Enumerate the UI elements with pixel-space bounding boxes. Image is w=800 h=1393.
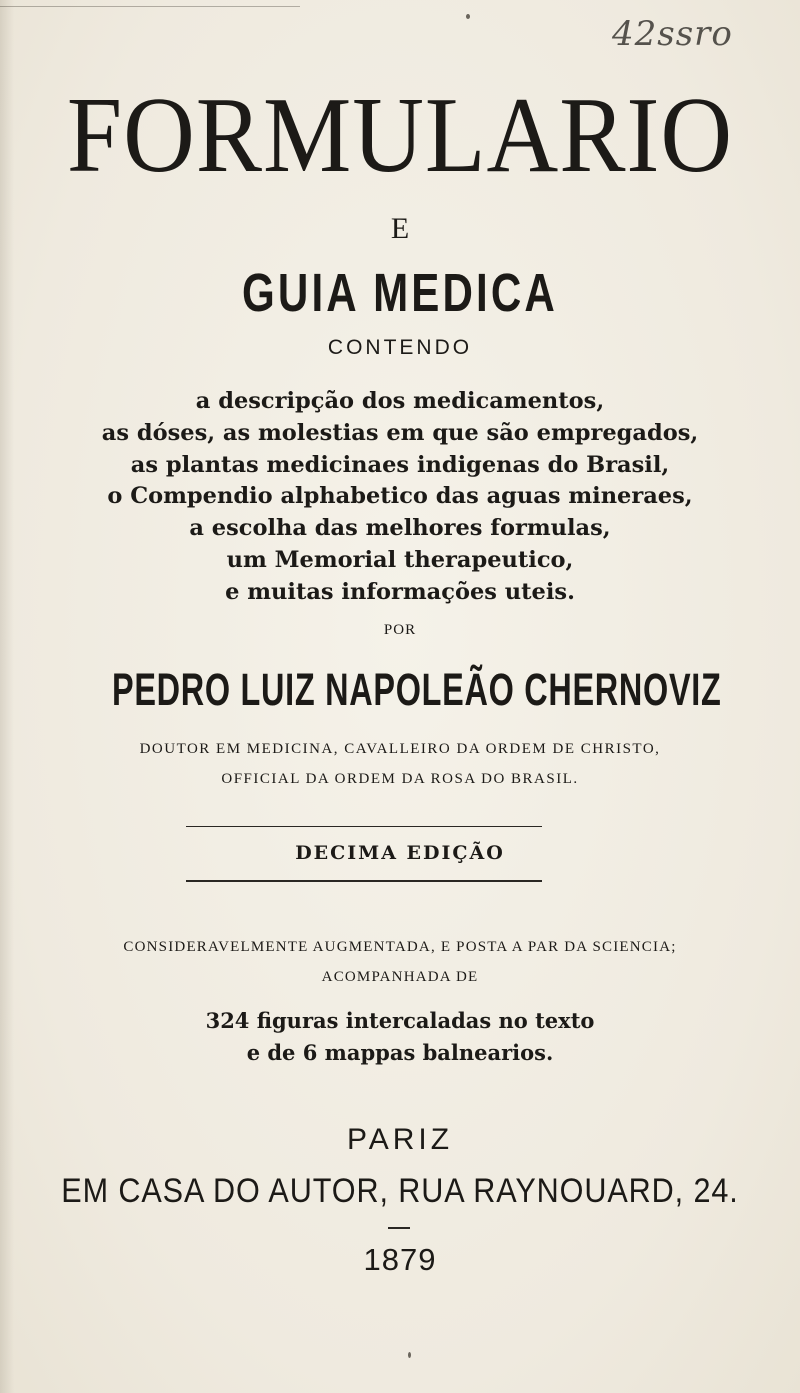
augment-note [0, 932, 800, 992]
title-conjunction: E [390, 212, 410, 245]
figures-line: 324 figuras intercaladas no texto [205, 1008, 595, 1033]
publication-year: 1879 [363, 1242, 437, 1277]
top-edge-line [0, 6, 300, 7]
year-dash [388, 1227, 410, 1229]
rule-below-edition [186, 880, 542, 882]
description-line: as plantas medicinaes indigenas do Brasil, [130, 451, 670, 478]
subtitle: GUIA MEDICA [242, 263, 558, 323]
author-name: PEDRO LUIZ NAPOLEÃO CHERNOVIZ [112, 664, 722, 715]
credentials-line: DOUTOR EM MEDICINA, CAVALLEIRO DA ORDEM DE CHRISTO, [139, 741, 661, 757]
figures-note [0, 1005, 800, 1069]
augment-line: CONSIDERAVELMENTE AUGMENTADA, E POSTA A PAR DA SCIENCIA; [123, 939, 677, 955]
ink-spot [466, 14, 470, 19]
main-title: FORMULARIO [66, 76, 734, 195]
description-line: as dóses, as molestias em que são empregados, [101, 419, 699, 446]
figures-line: e de 6 mappas balnearios. [246, 1040, 554, 1065]
rule-above-edition [186, 826, 542, 827]
description-line: o Compendio alphabetico das aguas mineraes, [107, 483, 693, 510]
por-label: POR [383, 622, 417, 638]
publication-city: PARIZ [346, 1123, 454, 1156]
credentials-line: OFFICIAL DA ORDEM DA ROSA DO BRASIL. [221, 771, 579, 787]
description-line: a escolha das melhores formulas, [189, 515, 611, 542]
contendo-label: CONTENDO [327, 336, 473, 359]
author-credentials [0, 734, 800, 794]
pencil-shelfmark: 42ssro [612, 14, 733, 54]
ink-spot [408, 1352, 411, 1358]
contents-description [0, 386, 800, 609]
description-line: a descripção dos medicamentos, [195, 388, 605, 414]
description-line: e muitas informações uteis. [225, 578, 575, 605]
augment-line: ACOMPANHADA DE [321, 969, 479, 985]
description-line: um Memorial therapeutico, [226, 546, 574, 573]
edition-label: DECIMA EDIÇÃO [295, 842, 505, 864]
publisher-line: EM CASA DO AUTOR, RUA RAYNOUARD, 24. [61, 1172, 739, 1210]
page-edge-shadow [0, 0, 14, 1393]
